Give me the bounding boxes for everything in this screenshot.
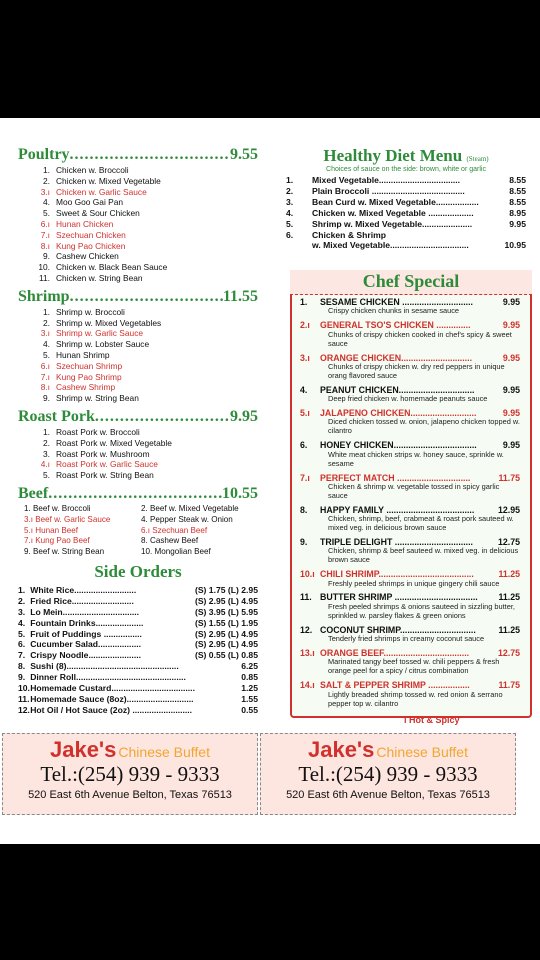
menu-item: 10. Mongolian Beef [141, 547, 211, 557]
poultry-header [18, 146, 258, 164]
chef-special-description: Fresh peeled shrimps & onions sauteed in sizzling butter, sprinkled w. parsley flakes & green onions [328, 601, 515, 620]
phone-number: Tel.:(254) 939 - 9333 [298, 762, 478, 786]
chef-special-item: 1. SESAME CHICKEN ............................. 9.95 [300, 297, 520, 307]
menu-item: 7.ı Kung Pao Beef [24, 536, 90, 546]
menu-item: 3.ı Chicken w. Garlic Sauce [40, 186, 147, 197]
chef-special-description: Diced chicken tossed w. onion, jalapeno chicken topped w. cilantro [328, 417, 520, 436]
poultry-list [18, 165, 258, 284]
table-row: 11. Homemade Sauce (8oz)............................ 1.55 [18, 693, 258, 704]
chef-special-description: White meat chicken strips w. honey sauce, sprinkle w. sesame [328, 449, 504, 468]
menu-item: 4.ı Roast Pork w. Garlic Sauce [40, 459, 158, 470]
roast-pork-list [18, 427, 258, 481]
address: 520 East 6th Avenue Belton, Texas 76513 [28, 789, 232, 801]
menu-item: 6.ı Szechuan Shrimp [40, 360, 123, 371]
menu-item: 3.ı Beef w. Garlic Sauce [24, 514, 111, 524]
table-row: 4. Fountain Drinks.................... (S) 1.55 (L) 1.95 [18, 617, 258, 628]
side-orders-table [18, 585, 258, 716]
menu-item: 4. Moo Goo Gai Pan [43, 197, 124, 208]
chef-special-description: Crispy chicken chunks in sesame sauce [328, 306, 460, 316]
menu-item: 2. Roast Pork w. Mixed Vegetable [43, 437, 172, 448]
chef-special-item: 10.ı CHILI SHRIMP....................................... 11.25 [300, 569, 520, 580]
table-row: 1. Mixed Vegetable.................................. 8.55 [286, 175, 526, 185]
table-row: 8. Sushi (8)............................................... 6.25 [18, 661, 258, 672]
table-row: 9. Dinner Roll.............................................. 0.85 [18, 672, 258, 683]
table-row: 2. Fried Rice.......................... (S) 2.95 (L) 4.95 [18, 595, 258, 606]
chef-special-item: 8. HAPPY FAMILY .................................... 12.95 [300, 504, 520, 515]
shrimp-header [18, 288, 258, 306]
steam-note: (Steam) [466, 155, 489, 163]
beef-list [18, 504, 258, 558]
chef-special-item: 11. BUTTER SHRIMP .................................. 11.25 [300, 592, 520, 603]
chef-special-item: 12. COCONUT SHRIMP............................... 11.25 [300, 624, 520, 635]
side-orders-title: Side Orders [94, 561, 182, 581]
table-row: 5. Shrimp w. Mixed Vegetable..................... 9.95 [286, 218, 526, 229]
roast-pork-header [18, 408, 258, 426]
menu-item: 11. Chicken w. String Bean [38, 272, 143, 283]
chef-special-description: Chunks of crispy chicken w. dry red peppers in unique orang flavored sauce [328, 361, 505, 380]
menu-item: 1. Roast Pork w. Broccoli [43, 426, 140, 437]
menu-item: 1. Chicken w. Broccoli [43, 165, 129, 175]
left-column [18, 146, 258, 716]
menu-item: 5. Hunan Shrimp [43, 349, 110, 360]
menu-item: 6.ı Hunan Chicken [40, 218, 114, 229]
phone-number: Tel.:(254) 939 - 9333 [40, 762, 220, 786]
menu-item: 7.ı Szechuan Chicken [40, 229, 126, 240]
healthy-diet-title: Healthy Diet Menu (Steam) [323, 146, 489, 165]
chef-special-description: Lightly breaded shrimp tossed w. red onion & serrano pepper top w. cilantro [328, 689, 503, 708]
table-row: 5. Fruit of Puddings ................ (S) 2.95 (L) 4.95 [18, 628, 258, 639]
table-row: 2. Plain Broccoli ....................................... 8.55 [286, 185, 526, 196]
address: 520 East 6th Avenue Belton, Texas 76513 [286, 789, 490, 801]
right-column [286, 146, 526, 251]
chef-special-item: 7.ı PERFECT MATCH .............................. 11.75 [300, 472, 520, 483]
menu-item: 4. Pepper Steak w. Onion [141, 514, 233, 524]
menu-item: 8. Cashew Beef [141, 536, 199, 546]
roast-pork-title: Roast Pork [18, 407, 95, 425]
brand-logo: Jake's Chinese Buffet [49, 737, 210, 762]
shrimp-title: Shrimp [18, 287, 70, 305]
menu-item: 3.ı Shrimp w. Garlic Sauce [40, 328, 144, 339]
chef-special-item: 4. PEANUT CHICKEN............................... 9.95 [300, 384, 520, 395]
shrimp-list [18, 307, 258, 404]
chef-special-description: Chicken, shrimp & beef sauteed w. mixed veg. in delicious brown sauce [328, 546, 519, 565]
menu-item: 9. Shrimp w. String Bean [43, 393, 139, 404]
brand-logo: Jake's Chinese Buffet [307, 737, 468, 762]
beef-price: 10.55 [222, 484, 258, 502]
menu-item: 8.ı Kung Pao Chicken [40, 240, 126, 251]
chef-special-item: 14.ı SALT & PEPPER SHRIMP ................. 11.75 [300, 680, 520, 691]
table-row: 12. Hot Oil / Hot Sauce (2oz) ......................... 0.55 [18, 704, 258, 715]
chef-special-description: Tenderly fried shrimps in creamy coconut sauce [328, 634, 485, 644]
hot-spicy-legend: ı Hot & Spicy [404, 715, 460, 725]
menu-item: 9. Beef w. String Bean [24, 547, 105, 557]
menu-item: 2. Shrimp w. Mixed Vegetables [43, 317, 162, 328]
table-row: 6. Cucumber Salad.................. (S) 2.95 (L) 4.95 [18, 639, 258, 650]
chef-special-item: 3.ı ORANGE CHICKEN............................. 9.95 [300, 352, 520, 363]
menu-item: 2. Beef w. Mixed Vegetable [141, 503, 239, 513]
table-row: 6. Chicken & Shrimp [286, 229, 387, 240]
chef-special-item: 6. HONEY CHICKEN.................................. 9.95 [300, 440, 520, 451]
chef-special-item: 13.ı ORANGE BEEF................................... 12.75 [300, 648, 520, 658]
menu-item: 8.ı Cashew Shrimp [40, 382, 116, 393]
table-row: 4. Chicken w. Mixed Vegetable ................... 8.95 [286, 207, 526, 218]
table-row: 3. Lo Mein................................ (S) 3.95 (L) 5.95 [18, 606, 258, 617]
coupon-right [260, 733, 516, 815]
chef-special-item: 2.ı GENERAL TSO'S CHICKEN .............. 9.95 [300, 320, 520, 331]
menu-item: 3. Roast Pork w. Mushroom [43, 448, 150, 459]
menu-item: 1. Shrimp w. Broccoli [43, 306, 125, 317]
menu-item: 1. Beef w. Broccoli [24, 503, 91, 513]
menu-item: 2. Chicken w. Mixed Vegetable [43, 175, 161, 186]
table-row: 7. Crispy Noodle...................... (S) 0.55 (L) 0.85 [18, 650, 258, 661]
menu-item: 7.ı Kung Pao Shrimp [40, 371, 122, 382]
healthy-diet-table [286, 175, 526, 251]
healthy-diet-subtitle: Choices of sauce on the side: brown, white or garlic [326, 166, 486, 173]
chef-special-description: Freshly peeled shrimps in unique gingery chili sauce [328, 578, 500, 588]
chef-special-description: Deep fried chicken w. homemade peanuts sauce [328, 394, 488, 404]
chef-special-description: Marinated tangy beef tossed w. chili peppers & fresh orange peel for a spicy / citrus combination [328, 657, 500, 676]
chef-special-description: Chunks of crispy chicken cooked in chef's spicy & sweet sauce [328, 329, 512, 348]
roast-pork-price: 9.95 [230, 407, 258, 425]
table-row: 1. White Rice.......................... (S) 1.75 (L) 2.95 [18, 584, 258, 595]
coupon-left [2, 733, 258, 815]
beef-title: Beef [18, 484, 49, 502]
table-row: 10. Homemade Custard................................... 1.25 [18, 683, 258, 694]
menu-item: 4. Shrimp w. Lobster Sauce [43, 339, 150, 350]
menu-item: 5.ı Hunan Beef [24, 525, 78, 535]
chef-special-description: Chicken, shrimp, beef, crabmeat & roast pork sauteed w. mixed veg. in delicious brown sauce [328, 514, 514, 533]
table-row: w. Mixed Vegetable................................. 10.95 [312, 240, 526, 251]
menu-item: 6.ı Szechuan Beef [141, 525, 208, 535]
chef-special-box [290, 270, 532, 718]
chef-special-item: 5.ı JALAPENO CHICKEN........................... 9.95 [300, 408, 520, 419]
table-row: 3. Bean Curd w. Mixed Vegetable.................. 8.55 [286, 196, 526, 207]
menu-item: 5. Sweet & Sour Chicken [43, 208, 140, 219]
menu-item: 10. Chicken w. Black Bean Sauce [38, 262, 168, 273]
poultry-title: Poultry [18, 146, 70, 163]
beef-header [18, 485, 258, 503]
chef-special-item: 9. TRIPLE DELIGHT ................................ 12.75 [300, 536, 520, 547]
menu-sheet [0, 118, 540, 844]
chef-special-title: Chef Special [290, 270, 532, 295]
chef-special-list [292, 297, 530, 708]
poultry-price: 9.55 [230, 146, 258, 163]
shrimp-price: 11.55 [222, 287, 258, 305]
menu-item: 9. Cashew Chicken [43, 251, 119, 262]
menu-item: 5. Roast Pork w. String Bean [43, 470, 154, 481]
chef-special-description: Chicken & shrimp w. vegetable tossed in spicy garlic sauce [328, 481, 500, 500]
